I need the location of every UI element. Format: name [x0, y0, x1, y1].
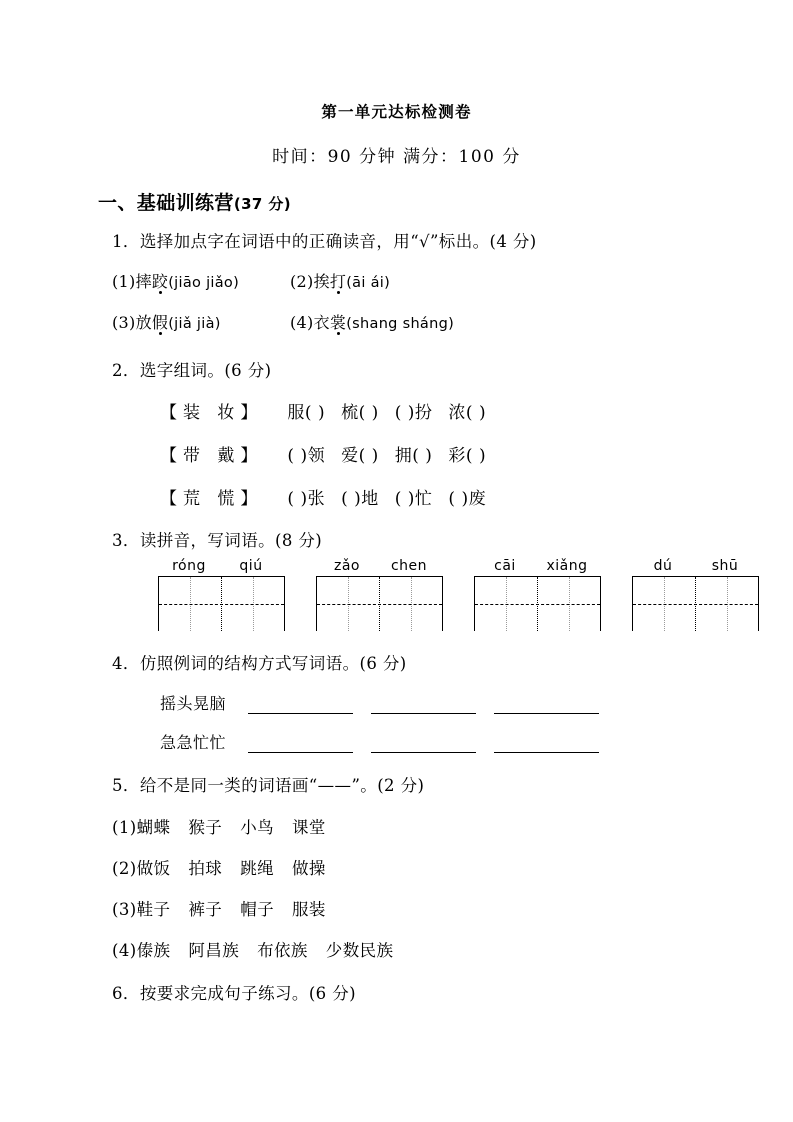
dotted-character: 裳 — [330, 310, 346, 333]
pinyin-label-row — [632, 558, 759, 574]
grid-cell[interactable] — [159, 577, 221, 631]
word-option[interactable]: 猴子 — [188, 818, 223, 837]
page-title: 第一单元达标检测卷 — [321, 102, 472, 121]
group-label: (3) — [112, 900, 137, 919]
group-label: (2) — [112, 859, 137, 878]
question-6-prompt — [112, 980, 356, 1004]
pinyin-syllable: xiǎng — [546, 558, 588, 574]
question-1-marks: (4 分) — [489, 232, 537, 251]
grid-cell[interactable] — [221, 577, 284, 631]
dotted-character: 打 — [330, 269, 346, 292]
question-3-prompt — [112, 527, 322, 551]
question-6-text: 按要求完成句子练习。 — [139, 984, 309, 1003]
word-option[interactable]: 小鸟 — [240, 818, 275, 837]
question-6-marks: (6 分) — [308, 984, 356, 1003]
pinyin-syllable: shū — [711, 558, 739, 574]
grid-cell[interactable] — [695, 577, 758, 631]
item-readings[interactable]: (jiāo jiǎo) — [168, 275, 240, 291]
question-5-group-3[interactable] — [112, 896, 326, 920]
pinyin-syllable: zǎo — [334, 558, 360, 574]
answer-slot[interactable]: ( )张 — [287, 489, 326, 509]
word-option[interactable]: 课堂 — [292, 818, 326, 837]
answer-blank[interactable] — [371, 698, 476, 714]
pinyin-label-row — [158, 558, 285, 574]
grid-cell[interactable] — [537, 577, 600, 631]
word-option[interactable]: 蝴蝶 — [136, 818, 171, 837]
section-heading-label: 一、基础训练营 — [98, 192, 234, 214]
tianzige-grid[interactable] — [316, 576, 443, 631]
section-heading-marks: (37 分) — [233, 195, 292, 213]
answer-slot[interactable]: 拥( ) — [394, 446, 433, 466]
word-option[interactable]: 服装 — [292, 900, 326, 919]
question-3-text: 读拼音，写词语。 — [139, 531, 276, 550]
pinyin-label-row — [474, 558, 601, 574]
word-option[interactable]: 做饭 — [136, 859, 171, 878]
group-label: (4) — [112, 941, 137, 960]
dotted-character: 跤 — [152, 269, 168, 292]
question-4-number: 4． — [112, 654, 140, 673]
question-1-item-2 — [290, 269, 390, 292]
item-label: (1) — [112, 272, 136, 291]
dotted-character: 假 — [152, 310, 168, 333]
word-option[interactable]: 做操 — [292, 859, 326, 878]
question-5-marks: (2 分) — [377, 776, 425, 795]
word-option[interactable]: 裤子 — [188, 900, 223, 919]
word-option[interactable]: 少数民族 — [325, 941, 394, 960]
item-word-head: 挨 — [313, 272, 330, 291]
question-1-number: 1． — [112, 232, 140, 251]
tianzige-grid[interactable] — [158, 576, 285, 631]
item-readings[interactable]: (shang sháng) — [346, 316, 455, 332]
item-readings[interactable]: (āi ái) — [346, 275, 391, 291]
answer-slot[interactable]: 彩( ) — [448, 446, 487, 466]
writing-grid-4[interactable] — [632, 558, 759, 631]
question-5-group-4[interactable] — [112, 937, 393, 961]
question-2-row-1 — [160, 398, 502, 423]
question-4-marks: (6 分) — [359, 654, 407, 673]
answer-blank[interactable] — [371, 737, 476, 753]
pinyin-syllable: róng — [172, 558, 206, 574]
word-option[interactable]: 阿昌族 — [188, 941, 240, 960]
character-choice-bracket: 【荒 慌】 — [160, 489, 264, 509]
question-2-text: 选字组词。 — [139, 361, 225, 380]
question-5-text: 给不是同一类的词语画“——”。 — [139, 776, 378, 795]
pinyin-syllable: chen — [390, 558, 428, 574]
example-word: 急急忙忙 — [160, 733, 227, 752]
answer-slot[interactable]: ( )忙 — [394, 489, 433, 509]
question-4-example-row-1 — [160, 691, 599, 714]
word-option[interactable]: 布依族 — [257, 941, 308, 960]
item-label: (4) — [290, 313, 314, 332]
writing-grid-1[interactable] — [158, 558, 285, 631]
question-1-item-4 — [290, 310, 454, 333]
item-readings[interactable]: (jiǎ jià) — [168, 316, 221, 332]
character-choice-bracket: 【装 妆】 — [160, 403, 264, 423]
question-5-prompt — [112, 772, 424, 796]
writing-grid-2[interactable] — [316, 558, 443, 631]
item-label: (3) — [112, 313, 136, 332]
tianzige-grid[interactable] — [632, 576, 759, 631]
answer-slot[interactable]: 爱( ) — [341, 446, 379, 466]
question-1-prompt — [112, 228, 537, 252]
answer-blank[interactable] — [248, 737, 353, 753]
example-word: 摇头晃脑 — [160, 694, 227, 713]
item-word-head: 摔 — [135, 272, 152, 291]
item-word-head: 放 — [135, 313, 152, 332]
question-2-number: 2． — [112, 361, 140, 380]
item-word-head: 衣 — [313, 313, 330, 332]
question-4-example-row-2 — [160, 730, 599, 753]
word-option[interactable]: 跳绳 — [240, 859, 275, 878]
question-1-item-3 — [112, 310, 221, 333]
answer-slot[interactable]: ( )废 — [448, 489, 487, 509]
question-1-item-1 — [112, 269, 239, 292]
grid-cell[interactable] — [475, 577, 537, 631]
group-label: (1) — [112, 818, 137, 837]
question-2-row-2 — [160, 441, 502, 466]
question-2-marks: (6 分) — [224, 361, 272, 380]
question-3-marks: (8 分) — [275, 531, 323, 550]
question-3-number: 3． — [112, 531, 140, 550]
writing-grid-3[interactable] — [474, 558, 601, 631]
grid-cell[interactable] — [633, 577, 695, 631]
question-5-group-2[interactable] — [112, 855, 326, 879]
word-option[interactable]: 傣族 — [136, 941, 171, 960]
question-2-row-3 — [160, 484, 502, 509]
tianzige-grid[interactable] — [474, 576, 601, 631]
answer-slot[interactable]: 浓( ) — [448, 403, 487, 423]
item-label: (2) — [290, 272, 314, 291]
word-option[interactable]: 拍球 — [188, 859, 223, 878]
answer-slot[interactable]: ( )地 — [341, 489, 379, 509]
question-4-text: 仿照例词的结构方式写词语。 — [139, 654, 360, 673]
grid-cell[interactable] — [317, 577, 379, 631]
answer-slot[interactable]: 梳( ) — [341, 403, 379, 423]
word-option[interactable]: 鞋子 — [136, 900, 171, 919]
answer-blank[interactable] — [494, 698, 599, 714]
question-1-text: 选择加点字在词语中的正确读音，用“√”标出。 — [139, 232, 490, 251]
answer-slot[interactable]: 服( ) — [287, 403, 326, 423]
pinyin-syllable: cāi — [494, 558, 516, 574]
section-heading — [98, 188, 291, 215]
answer-blank[interactable] — [248, 698, 353, 714]
pinyin-syllable: dú — [653, 558, 673, 574]
answer-slot[interactable]: ( )领 — [287, 446, 326, 466]
answer-slot[interactable]: ( )扮 — [394, 403, 433, 423]
pinyin-label-row — [316, 558, 443, 574]
question-5-group-1[interactable] — [112, 814, 326, 838]
word-option[interactable]: 帽子 — [240, 900, 275, 919]
grid-cell[interactable] — [379, 577, 442, 631]
pinyin-syllable: qiú — [239, 558, 263, 574]
answer-blank[interactable] — [494, 737, 599, 753]
exam-meta-line: 时间：90 分钟 满分：100 分 — [272, 147, 521, 167]
question-6-number: 6． — [112, 984, 140, 1003]
question-2-prompt — [112, 357, 271, 381]
character-choice-bracket: 【带 戴】 — [160, 446, 264, 466]
question-4-prompt — [112, 650, 407, 674]
question-5-number: 5． — [112, 776, 140, 795]
